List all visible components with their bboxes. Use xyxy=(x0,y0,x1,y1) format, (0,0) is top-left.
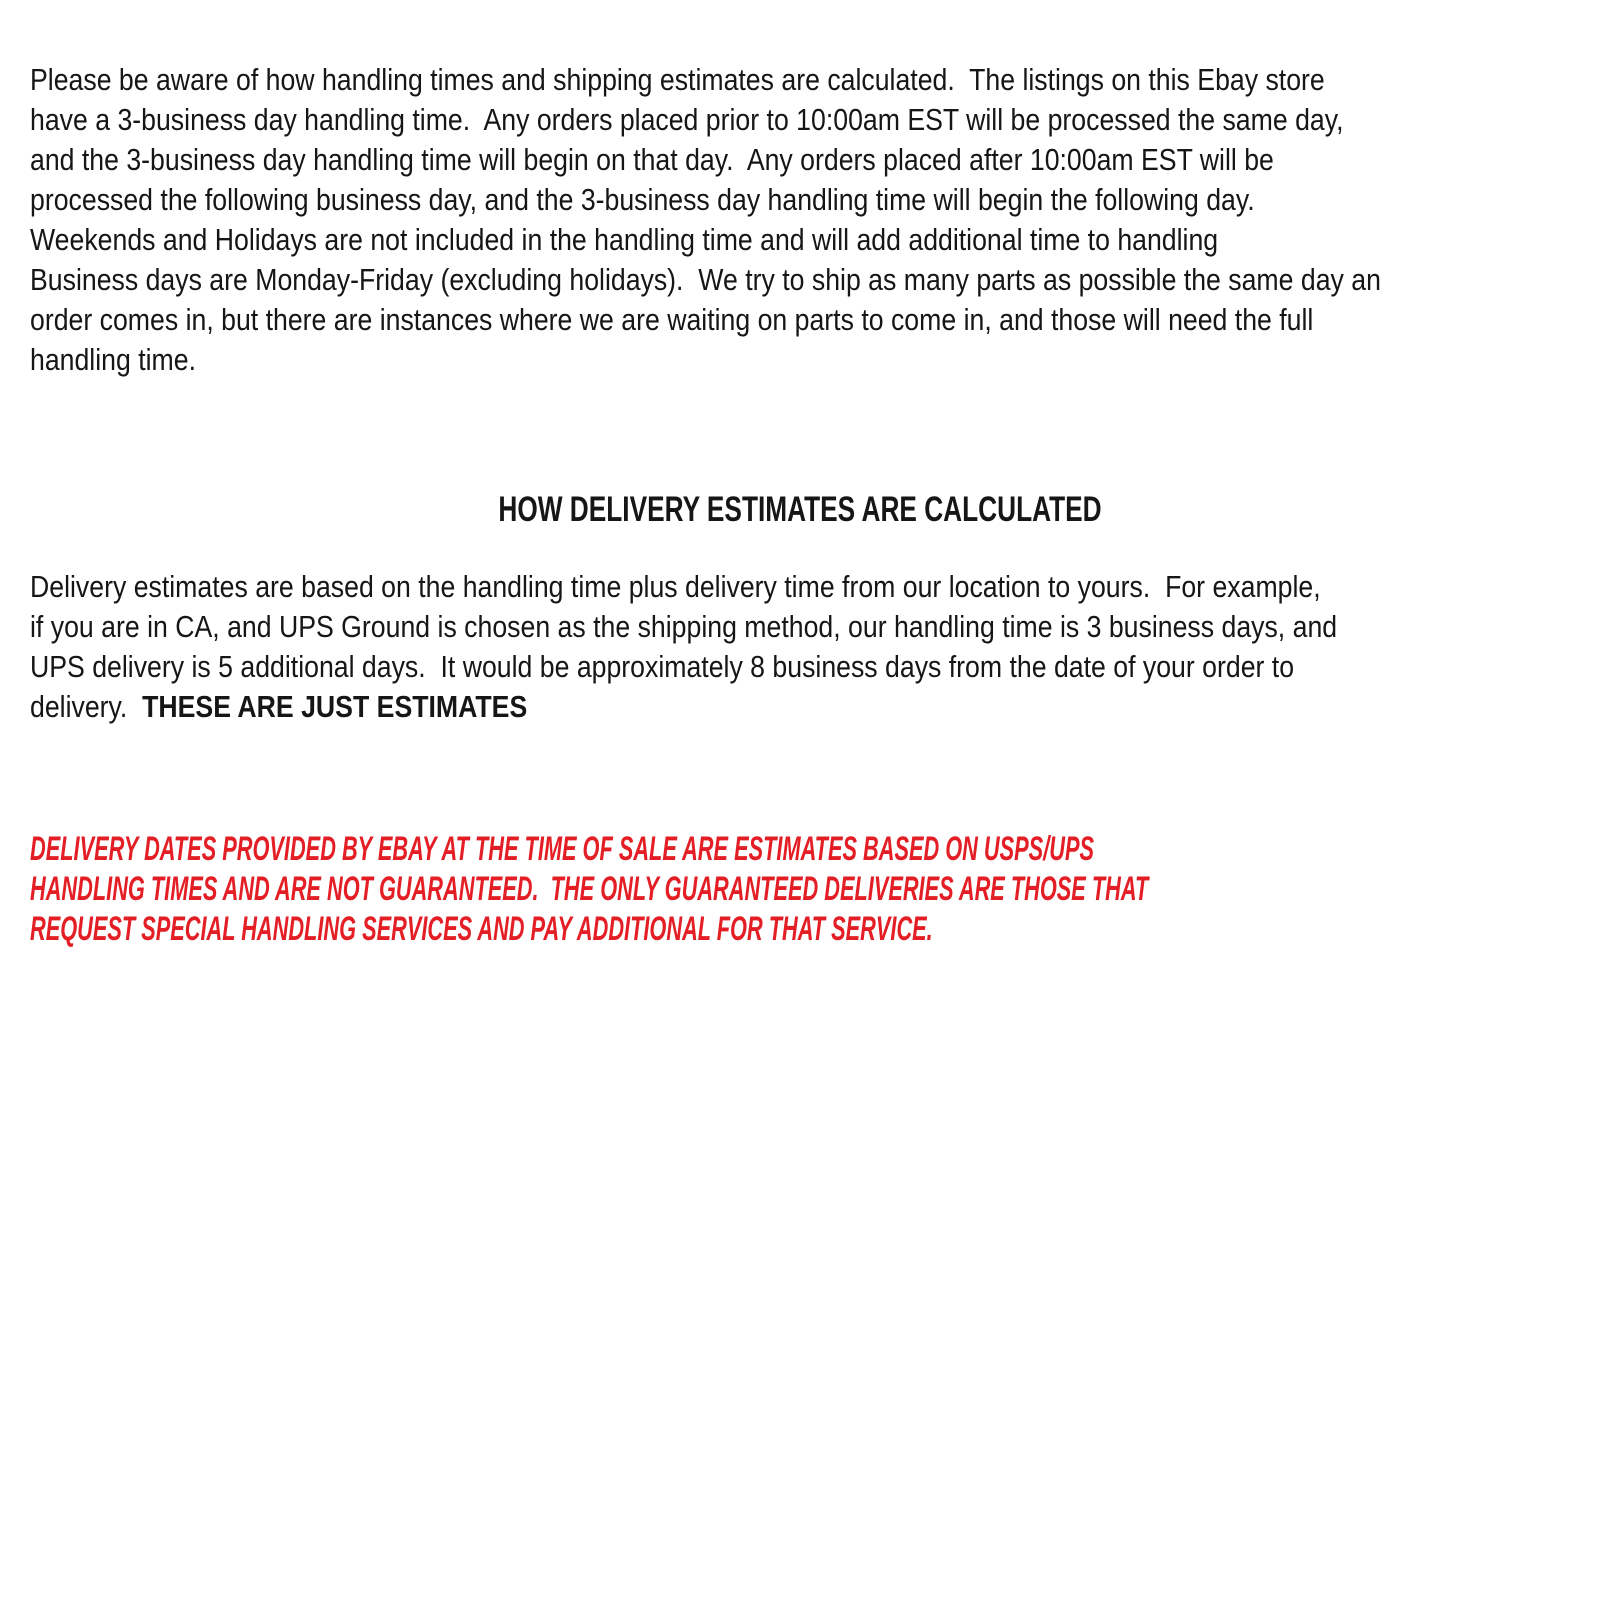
notice-line: DELIVERY DATES PROVIDED BY EBAY AT THE TIME OF SALE ARE ESTIMATES BASED ON USPS/UPS xyxy=(30,830,1094,868)
delivery-estimates-heading: HOW DELIVERY ESTIMATES ARE CALCULATED xyxy=(498,490,1102,529)
paragraph-line: Weekends and Holidays are not included in the handling time and will add additional time to handling xyxy=(30,222,1219,257)
handling-time-paragraph xyxy=(30,60,1381,380)
notice-line: REQUEST SPECIAL HANDLING SERVICES AND PAY ADDITIONAL FOR THAT SERVICE. xyxy=(30,910,933,948)
paragraph-line: UPS delivery is 5 additional days. It would be approximately 8 business days from the date of your order to xyxy=(30,649,1295,684)
paragraph-line: Delivery estimates are based on the handling time plus delivery time from our location to yours. For example, xyxy=(30,569,1321,604)
paragraph-line: Please be aware of how handling times and shipping estimates are calculated. The listings on this Ebay store xyxy=(30,62,1325,97)
delivery-estimates-paragraph xyxy=(30,567,1337,727)
paragraph-line: and the 3-business day handling time will begin on that day. Any orders placed after 10:00am EST will be xyxy=(30,142,1274,177)
paragraph-line: handling time. xyxy=(30,342,196,377)
last-line-regular-text: delivery. xyxy=(30,689,143,724)
notice-line: HANDLING TIMES AND ARE NOT GUARANTEED. THE ONLY GUARANTEED DELIVERIES ARE THOSE THAT xyxy=(30,870,1149,908)
paragraph-line: have a 3-business day handling time. Any orders placed prior to 10:00am EST will be processed the same day, xyxy=(30,102,1344,137)
paragraph-line: Business days are Monday-Friday (excluding holidays). We try to ship as many parts as possible the same day an xyxy=(30,262,1381,297)
paragraph-line: if you are in CA, and UPS Ground is chosen as the shipping method, our handling time is 3 business days, and xyxy=(30,609,1338,644)
paragraph-line: processed the following business day, and the 3-business day handling time will begin the following day. xyxy=(30,182,1255,217)
paragraph-line: order comes in, but there are instances where we are waiting on parts to come in, and those will need the full xyxy=(30,302,1314,337)
paragraph-line xyxy=(30,687,1337,727)
delivery-guarantee-notice xyxy=(30,829,1148,949)
estimates-emphasis-text: THESE ARE JUST ESTIMATES xyxy=(142,689,528,724)
